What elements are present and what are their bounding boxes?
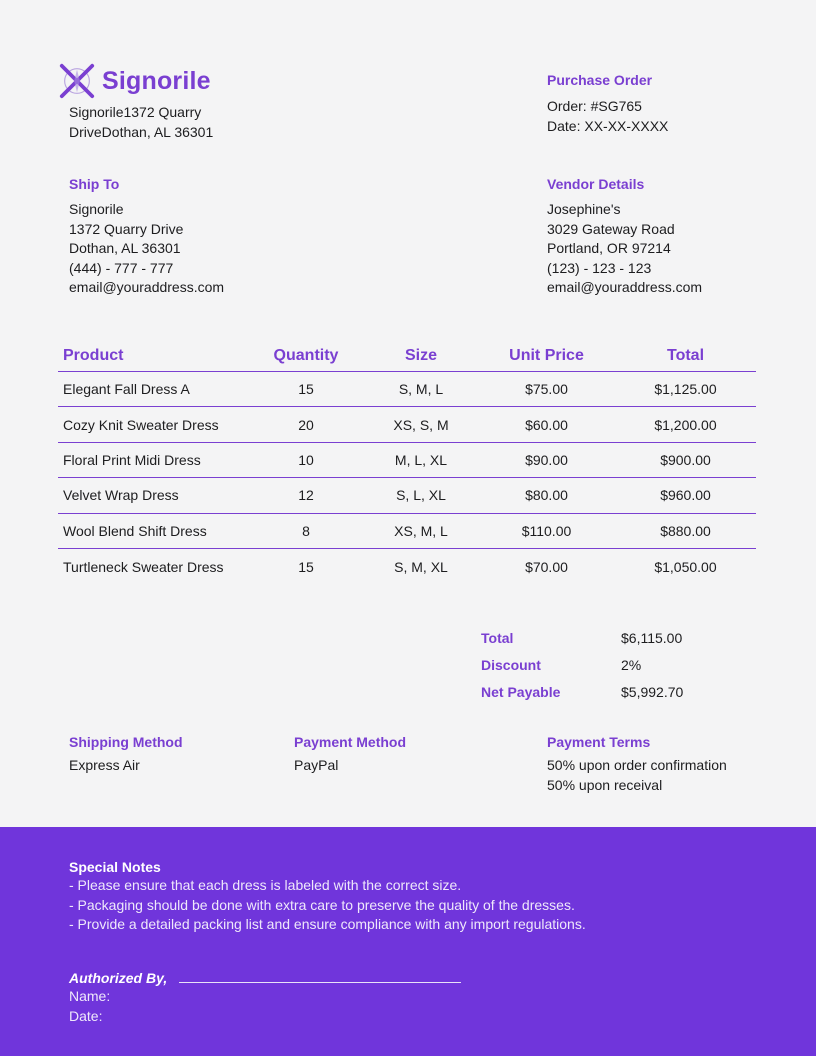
table-row [58, 514, 756, 549]
company-logo [58, 62, 211, 100]
footer-panel [0, 827, 816, 1056]
ship-to-line: email@youraddress.com [69, 279, 225, 295]
table-row [58, 549, 756, 584]
total-value: $6,115.00 [621, 629, 683, 646]
ship-to-line: (444) - 777 - 777 [69, 259, 174, 276]
purchase-order-block [547, 72, 668, 136]
auth-name-label: Name: [69, 988, 111, 1004]
ship-to-block [69, 176, 224, 298]
shipping-method-title: Shipping Method [69, 734, 183, 750]
payment-terms-block [547, 734, 727, 795]
shipping-method-block [69, 734, 183, 776]
vendor-line: Portland, OR 97214 [547, 240, 671, 256]
payment-terms-line: 50% upon receival [547, 776, 663, 793]
total-label: Total [481, 629, 514, 646]
special-note-line: - Provide a detailed packing list and ensure compliance with any import regulations. [69, 916, 586, 932]
ship-to-title: Ship To [69, 176, 120, 192]
cell-unit-price: $60.00 [525, 416, 568, 433]
company-name: Signorile [102, 66, 211, 95]
cell-unit-price: $75.00 [525, 381, 568, 398]
header-quantity: Quantity [273, 346, 339, 364]
payment-method-block [294, 734, 406, 776]
cell-unit-price: $80.00 [525, 487, 568, 504]
special-note-line: - Packaging should be done with extra care to preserve the quality of the dresses. [69, 896, 575, 913]
cell-size: S, M, XL [394, 558, 448, 575]
product-table [58, 340, 756, 584]
net-payable-label: Net Payable [481, 683, 561, 700]
special-note-line: - Please ensure that each dress is labeled with the correct size. [69, 877, 462, 893]
cell-product: Turtleneck Sweater Dress [63, 558, 224, 575]
payment-method-value: PayPal [294, 757, 339, 773]
ship-to-line: Signorile [69, 201, 124, 217]
table-row [58, 407, 756, 442]
payment-terms-title: Payment Terms [547, 734, 651, 750]
cell-size: XS, M, L [394, 522, 448, 539]
special-notes-title: Special Notes [69, 859, 161, 875]
table-row [58, 372, 756, 407]
table-header [58, 340, 756, 372]
cell-product: Wool Blend Shift Dress [63, 522, 207, 539]
authorized-by-label: Authorized By, [69, 970, 168, 986]
vendor-details-block [547, 176, 702, 298]
cell-product: Cozy Knit Sweater Dress [63, 416, 219, 433]
header-unit-price: Unit Price [509, 346, 584, 364]
cell-quantity: 8 [302, 522, 310, 539]
cell-unit-price: $70.00 [525, 558, 568, 575]
special-notes [69, 859, 586, 935]
auth-date-label: Date: [69, 1007, 103, 1024]
vendor-line: Josephine's [547, 201, 621, 217]
discount-label: Discount [481, 656, 541, 673]
net-payable-row [481, 678, 683, 705]
cell-unit-price: $90.00 [525, 451, 568, 468]
vendor-line: 3029 Gateway Road [547, 220, 675, 237]
cell-product: Velvet Wrap Dress [63, 487, 179, 504]
order-number: Order: #SG765 [547, 98, 642, 114]
net-payable-value: $5,992.70 [621, 683, 684, 700]
cell-unit-price: $110.00 [521, 522, 572, 539]
cell-quantity: 15 [298, 381, 314, 398]
cell-quantity: 20 [298, 416, 314, 433]
table-row [58, 478, 756, 513]
discount-row [481, 651, 683, 678]
payment-method-title: Payment Method [294, 734, 407, 750]
ship-to-line: 1372 Quarry Drive [69, 220, 184, 237]
cell-quantity: 12 [298, 487, 314, 504]
purchase-order-title: Purchase Order [547, 72, 653, 88]
vendor-details-title: Vendor Details [547, 176, 645, 192]
ship-to-line: Dothan, AL 36301 [69, 240, 181, 256]
signature-line[interactable] [179, 982, 461, 983]
cell-size: M, L, XL [394, 451, 448, 468]
cell-total: $880.00 [660, 522, 711, 539]
company-address [69, 103, 213, 142]
cell-size: S, M, L [398, 381, 444, 398]
vendor-line: email@youraddress.com [547, 279, 703, 295]
cell-size: XS, S, M [393, 416, 449, 433]
cell-product: Elegant Fall Dress A [63, 381, 190, 398]
discount-value: 2% [621, 656, 642, 673]
logo-cross-icon [58, 62, 96, 100]
header-product: Product [63, 346, 124, 364]
cell-total: $960.00 [660, 487, 711, 504]
totals-summary [481, 624, 683, 705]
authorization-block [69, 970, 461, 1026]
order-date: Date: XX-XX-XXXX [547, 117, 669, 134]
cell-total: $1,200.00 [654, 416, 717, 433]
company-address-line: DriveDothan, AL 36301 [69, 123, 214, 140]
header-size: Size [404, 346, 437, 364]
cell-product: Floral Print Midi Dress [63, 451, 201, 468]
total-row [481, 624, 683, 651]
table-row [58, 443, 756, 478]
cell-quantity: 10 [298, 451, 314, 468]
cell-total: $1,050.00 [654, 558, 717, 575]
header-total: Total [666, 346, 705, 364]
cell-total: $900.00 [660, 451, 711, 468]
payment-terms-line: 50% upon order confirmation [547, 757, 727, 773]
cell-size: S, L, XL [396, 487, 446, 504]
shipping-method-value: Express Air [69, 757, 140, 773]
cell-quantity: 15 [298, 558, 314, 575]
company-address-line: Signorile1372 Quarry [69, 104, 202, 120]
vendor-line: (123) - 123 - 123 [547, 259, 652, 276]
cell-total: $1,125.00 [654, 381, 717, 398]
